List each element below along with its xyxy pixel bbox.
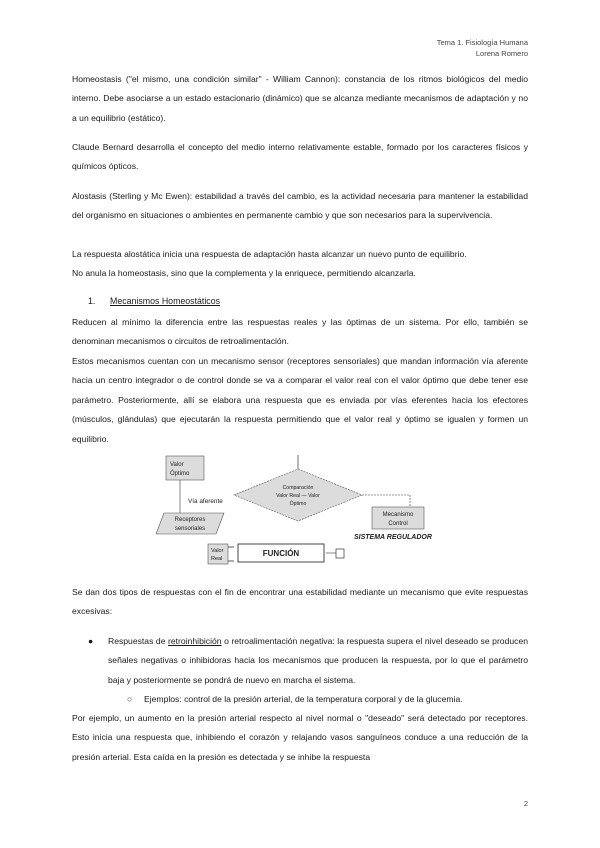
paragraph-alostatica: La respuesta alostática inicia una respuesta de adaptación hasta alcanzar un nuevo punto de equilibrio.	[72, 249, 467, 259]
paragraph-ejemplo: Por ejemplo, un aumento en la presión arterial respecto al nivel normal o "deseado" será detectado por receptores. Esto inicia una respuesta que, inhibiendo el corazón y relajando vasos sanguíneos conduce a una reducción de la presión arterial. Esta caída en la presión es detectada y se inhibe la respuesta	[72, 713, 528, 762]
mecanismo-label-1: Mecanismo	[382, 512, 414, 518]
sub-bullet-text: Ejemplos: control de la presión arterial, de la temperatura corporal y de la glucemia.	[144, 694, 463, 704]
valor-real-label-1: Valor	[211, 548, 224, 554]
funcion-label: FUNCIÓN	[262, 549, 300, 558]
section-heading	[88, 292, 220, 311]
section-number: 1.	[88, 296, 96, 306]
feedback-diagram	[150, 455, 450, 565]
via-aferente-label: Vía aferente	[188, 498, 223, 505]
valor-optimo-label-2: Óptimo	[170, 471, 190, 477]
paragraph-homeostasis: Homeostasis ("el mismo, una condición similar" - William Cannon): constancia de los ritmos biológicos del medio interno. Debe asociarse a un estado estacionario (dinámico) que se alcanza mediante mecanismos de adaptación y no a un equilibrio (estático).	[72, 74, 528, 123]
sistema-regulador-label: SISTEMA REGULADOR	[354, 534, 432, 541]
page-number: 2	[523, 799, 528, 808]
page-header	[437, 37, 528, 59]
paragraph-tipos: Se dan dos tipos de respuestas con el fin de encontrar una estabilidad mediante un mecanismo que evite respuestas excesivas:	[72, 587, 528, 617]
valor-real-label-2: Real	[211, 556, 223, 562]
paragraph-mechanisms-2: Estos mecanismos cuentan con un mecanismo sensor (receptores sensoriales) que mandan información vía aferente hacia un centro integrador o de control donde se va a comparar el valor real con el valor óptimo que debe tener ese parámetro. Posteriormente, allí se elabora una respuesta que es enviada por vías eferentes hacia los efectores (músculos, glándulas) que ejecutarán la respuesta permitiendo que el valor real y óptimo se igualen y formen un equilibrio.	[72, 356, 528, 444]
paragraph-mechanisms-1: Reducen al mínimo la diferencia entre las respuestas reales y las óptimas de un sistema. Por ello, también se denominan mecanismos o circuitos de retroalimentación.	[72, 317, 528, 347]
header-author: Lorena Romero	[475, 49, 528, 58]
paragraph-alostasis: Alostasis (Sterling y Mc Ewen): estabilidad a través del cambio, es la actividad necesaria para mantener la estabilidad del organismo en situaciones o ambientes en permanente cambio y que son necesarios para la supervivencia.	[72, 191, 528, 221]
bullet-dot: ●	[88, 636, 94, 646]
retroinhibicion-term: retroinhibición	[168, 636, 222, 646]
paragraph-no-anula: No anula la homeostasis, sino que la complementa y la enriquece, permitiendo alcanzarla.	[72, 268, 416, 278]
valor-optimo-label-1: Valor	[170, 462, 184, 468]
section-title: Mecanismos Homeostáticos	[110, 296, 220, 306]
bullet-text: Respuestas de retroinhibición o retroalimentación negativa: la respuesta supera el nivel deseado se producen señales negativas o inhibidoras hacia los mecanismos que producen la respuesta, por lo que el parámetro baja y posteriormente se pondrá de nuevo en marcha el sistema.	[108, 636, 529, 685]
sub-bullet-circle: ○	[127, 694, 133, 704]
paragraph-bernard: Claude Bernard desarrolla el concepto del medio interno relativamente estable, formado por los caracteres físicos y químicos ópticos.	[72, 142, 528, 172]
header-subject: Tema 1. Fisiología Humana	[436, 38, 528, 47]
comparacion-label-3: Óptimo	[289, 501, 307, 507]
mecanismo-label-2: Control	[388, 521, 408, 527]
comparacion-label-1: Comparación	[282, 485, 314, 491]
comparacion-label-2: Valor Real — Valor	[276, 493, 320, 499]
receptores-label-1: Receptores	[174, 517, 206, 523]
receptores-label-2: sensoriales	[174, 526, 206, 532]
